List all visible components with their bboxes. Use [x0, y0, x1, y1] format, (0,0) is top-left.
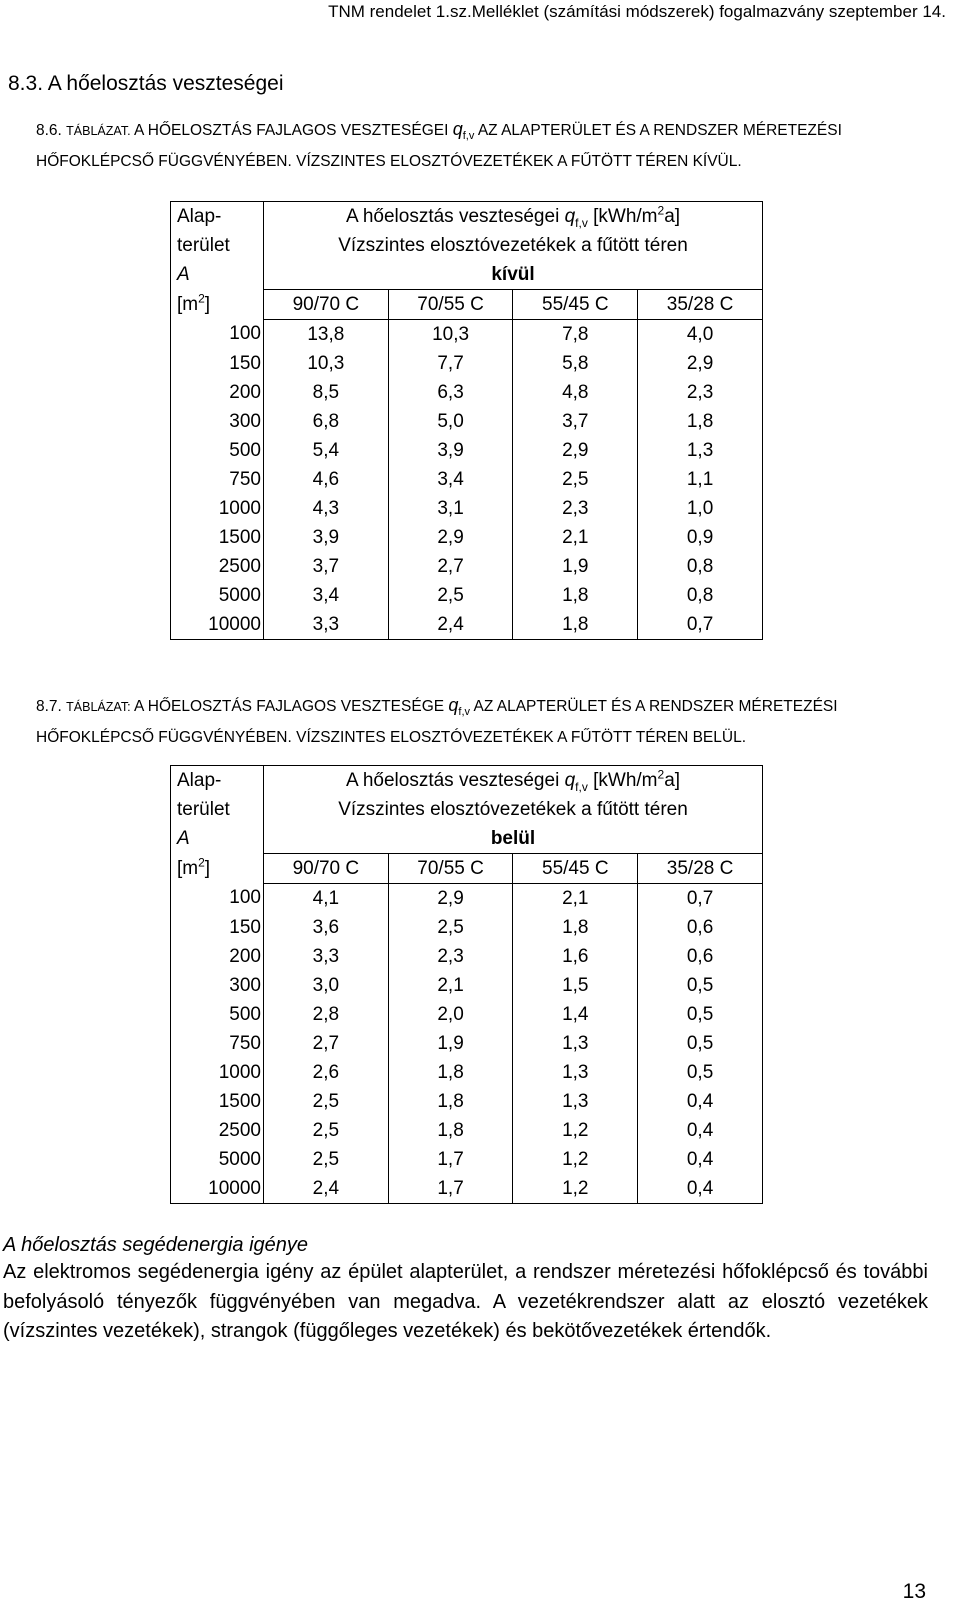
table2-value-cell: 1,5 [513, 971, 638, 1000]
table-row [171, 1174, 763, 1204]
table2-col-head-cell [171, 824, 264, 854]
table2-area-cell: 100 [171, 884, 264, 914]
table1-main-head-line2: Vízszintes elosztóvezetékek a fűtött téren [264, 231, 763, 260]
table2-col-head-cell [171, 854, 264, 884]
table2-value-cell: 0,4 [638, 1145, 763, 1174]
table1-value-cell: 5,8 [513, 349, 638, 378]
table-row [171, 1029, 763, 1058]
table1-col-head-cell [171, 260, 264, 290]
table1-area-cell: 2500 [171, 552, 264, 581]
table2 [170, 765, 763, 1204]
table2-value-cell: 3,6 [264, 913, 389, 942]
table1-value-cell: 3,3 [264, 610, 389, 640]
table1-value-cell: 2,4 [388, 610, 513, 640]
table2-caption [36, 692, 946, 751]
table-row [171, 610, 763, 640]
table-row [171, 1000, 763, 1029]
table2-value-cell: 0,6 [638, 942, 763, 971]
table1-col-head-text: Alap- [177, 205, 222, 227]
table1-value-cell: 5,0 [388, 407, 513, 436]
table1-value-cell: 2,5 [513, 465, 638, 494]
table1-value-cell: 7,8 [513, 320, 638, 350]
table2-value-cell: 0,7 [638, 884, 763, 914]
table-row [171, 436, 763, 465]
table2-value-cell: 2,6 [264, 1058, 389, 1087]
table1-value-cell: 2,9 [388, 523, 513, 552]
table1-value-cell: 8,5 [264, 378, 389, 407]
table2-value-cell: 1,3 [513, 1087, 638, 1116]
table2-value-cell: 0,5 [638, 1058, 763, 1087]
table-row [171, 1145, 763, 1174]
table1-main-head-line1 [264, 202, 763, 232]
table1-value-cell: 10,3 [264, 349, 389, 378]
table2-main-head-unit-sup: 2 [657, 767, 665, 782]
table2-value-cell: 3,3 [264, 942, 389, 971]
table1-caption-text-b: AZ ALAPTERÜLET ÉS A RENDSZER MÉRETEZÉSI HŐFOKLÉPCSŐ FÜGGVÉNYÉBEN. VÍZSZINTES ELOSZTÓVEZETÉKEK A FŰTÖTT TÉREN KÍVÜL. [36, 122, 842, 171]
table2-caption-text-b: AZ ALAPTERÜLET ÉS A RENDSZER MÉRETEZÉSI HŐFOKLÉPCSŐ FÜGGVÉNYÉBEN. VÍZSZINTES ELOSZTÓVEZETÉKEK A FŰTÖTT TÉREN BELÜL. [36, 698, 838, 747]
table1-value-cell: 13,8 [264, 320, 389, 350]
table2-caption-symbol-sub: f,v [458, 706, 471, 719]
body-title: A hőelosztás segédenergia igénye [3, 1234, 309, 1256]
table1-caption-symbol: q [452, 119, 463, 139]
table-row [171, 494, 763, 523]
table1-area-cell: 5000 [171, 581, 264, 610]
table2-temp-head: 55/45 C [513, 854, 638, 884]
table1-col-head-unit-end: ] [204, 293, 211, 315]
table1 [170, 201, 763, 640]
table2-col-head-text: terület [177, 798, 230, 820]
table1-area-cell: 750 [171, 465, 264, 494]
table2-main-head-symbol: q [564, 769, 576, 791]
table1-caption-word: TÁBLÁZAT. [66, 124, 131, 138]
table1-value-cell: 3,4 [264, 581, 389, 610]
table1-col-head-unit: [m [177, 293, 199, 315]
table1-value-cell: 4,0 [638, 320, 763, 350]
table2-main-head-line2: Vízszintes elosztóvezetékek a fűtött téren [264, 795, 763, 824]
table2-value-cell: 1,2 [513, 1116, 638, 1145]
table2-value-cell: 2,3 [388, 942, 513, 971]
table2-area-cell: 750 [171, 1029, 264, 1058]
table2-value-cell: 0,5 [638, 971, 763, 1000]
table1-header-row [171, 260, 763, 290]
table1-value-cell: 0,8 [638, 581, 763, 610]
table2-value-cell: 1,7 [388, 1174, 513, 1204]
table1-main-head-unit-end: a] [664, 205, 681, 227]
table1-value-cell: 1,8 [513, 581, 638, 610]
table-row [171, 971, 763, 1000]
table1-value-cell: 1,9 [513, 552, 638, 581]
table-row [171, 1087, 763, 1116]
table1-value-cell: 1,8 [513, 610, 638, 640]
table-row [171, 349, 763, 378]
table1-area-cell: 200 [171, 378, 264, 407]
table2-value-cell: 2,9 [388, 884, 513, 914]
table2-main-head-text: A hőelosztás veszteségei [345, 769, 560, 791]
table2-main-head-unit: [kWh/m [593, 769, 658, 791]
table1-main-head-text: A hőelosztás veszteségei [345, 205, 560, 227]
table1-value-cell: 3,7 [513, 407, 638, 436]
table2-value-cell: 2,5 [264, 1116, 389, 1145]
table1-value-cell: 3,4 [388, 465, 513, 494]
table2-caption-word: TÁBLÁZAT: [66, 700, 131, 714]
table-row [171, 465, 763, 494]
table2-caption-text-a: A HŐELOSZTÁS FAJLAGOS VESZTESÉGE [134, 698, 445, 715]
table1-col-head-text: A [177, 263, 190, 285]
table1-col-head-text: terület [177, 234, 230, 256]
table2-caption-symbol: q [448, 695, 459, 715]
table2-value-cell: 2,1 [388, 971, 513, 1000]
body-paragraph: Az elektromos segédenergia igény az épület alapterület, a rendszer méretezési hőfoklépcső és további befolyásoló tényezők függvényében van megadva. A vezetékrendszer alatt az elosztó vezetékek (vízszintes vezetékek), strangok (függőleges vezetékek) és bekötővezetékek értendők. [3, 1261, 928, 1342]
table2-value-cell: 2,5 [264, 1087, 389, 1116]
table-row [171, 378, 763, 407]
table2-value-cell: 0,5 [638, 1029, 763, 1058]
table2-col-head-unit-end: ] [204, 857, 211, 879]
table2-col-head-cell [171, 766, 264, 796]
table1-area-cell: 300 [171, 407, 264, 436]
table-row [171, 1058, 763, 1087]
table2-caption-number: 8.7. [36, 698, 62, 715]
table1-value-cell: 6,8 [264, 407, 389, 436]
table2-col-head-text: A [177, 827, 190, 849]
table2-main-head-line1 [264, 766, 763, 796]
table2-value-cell: 1,8 [388, 1087, 513, 1116]
table2-header-row [171, 766, 763, 796]
table1-value-cell: 1,1 [638, 465, 763, 494]
table2-value-cell: 4,1 [264, 884, 389, 914]
table2-value-cell: 3,0 [264, 971, 389, 1000]
table2-col-head-cell [171, 795, 264, 824]
table1-area-cell: 10000 [171, 610, 264, 640]
table-row [171, 581, 763, 610]
table2-value-cell: 2,4 [264, 1174, 389, 1204]
table2-area-cell: 1500 [171, 1087, 264, 1116]
table2-area-cell: 2500 [171, 1116, 264, 1145]
table2-value-cell: 2,5 [264, 1145, 389, 1174]
table1-area-cell: 500 [171, 436, 264, 465]
table-row [171, 320, 763, 350]
table2-value-cell: 1,9 [388, 1029, 513, 1058]
table2-value-cell: 2,8 [264, 1000, 389, 1029]
table2-area-cell: 150 [171, 913, 264, 942]
table2-value-cell: 1,2 [513, 1174, 638, 1204]
table2-value-cell: 0,5 [638, 1000, 763, 1029]
table1-value-cell: 5,4 [264, 436, 389, 465]
table2-area-cell: 10000 [171, 1174, 264, 1204]
table1-value-cell: 4,8 [513, 378, 638, 407]
page-number: 13 [902, 1580, 926, 1603]
table2-value-cell: 0,4 [638, 1174, 763, 1204]
table2-header-row [171, 854, 763, 884]
table2-col-head-unit-sup: 2 [198, 855, 205, 870]
table1-area-cell: 150 [171, 349, 264, 378]
table-row [171, 1116, 763, 1145]
table2-main-head-symbol-sub: f,v [575, 779, 588, 794]
table1-main-head-symbol: q [564, 205, 576, 227]
table1-main-head-unit: [kWh/m [593, 205, 658, 227]
table1-value-cell: 2,3 [513, 494, 638, 523]
table1-value-cell: 2,3 [638, 378, 763, 407]
table2-value-cell: 1,4 [513, 1000, 638, 1029]
table1-temp-head: 35/28 C [638, 290, 763, 320]
table1-col-head-cell [171, 202, 264, 232]
table1-value-cell: 3,7 [264, 552, 389, 581]
table2-value-cell: 2,0 [388, 1000, 513, 1029]
table1-value-cell: 10,3 [388, 320, 513, 350]
table1-area-cell: 1500 [171, 523, 264, 552]
table2-temp-head: 70/55 C [388, 854, 513, 884]
table1-caption-symbol-sub: f,v [462, 130, 475, 143]
table1-value-cell: 4,6 [264, 465, 389, 494]
table1-value-cell: 0,7 [638, 610, 763, 640]
table1-value-cell: 3,9 [388, 436, 513, 465]
table2-value-cell: 1,6 [513, 942, 638, 971]
table-row [171, 407, 763, 436]
table-row [171, 884, 763, 914]
table1-temp-head: 55/45 C [513, 290, 638, 320]
table1-value-cell: 2,1 [513, 523, 638, 552]
table-row [171, 942, 763, 971]
table1-temp-head: 70/55 C [388, 290, 513, 320]
table2-value-cell: 0,4 [638, 1087, 763, 1116]
table1-area-cell: 1000 [171, 494, 264, 523]
table1-value-cell: 2,9 [638, 349, 763, 378]
table2-value-cell: 1,3 [513, 1058, 638, 1087]
table1-value-cell: 1,0 [638, 494, 763, 523]
table2-temp-head: 90/70 C [264, 854, 389, 884]
table1-temp-head: 90/70 C [264, 290, 389, 320]
table2-main-head-line3: belül [264, 824, 763, 854]
table1-value-cell: 0,8 [638, 552, 763, 581]
table1-value-cell: 1,3 [638, 436, 763, 465]
table2-value-cell: 1,3 [513, 1029, 638, 1058]
table1-col-head-cell [171, 290, 264, 320]
table1-main-head-unit-sup: 2 [657, 203, 665, 218]
table1-value-cell: 1,8 [638, 407, 763, 436]
table2-col-head-text: Alap- [177, 769, 222, 791]
table2-area-cell: 200 [171, 942, 264, 971]
table1-value-cell: 2,7 [388, 552, 513, 581]
table1-header-row [171, 231, 763, 260]
table2-value-cell: 1,2 [513, 1145, 638, 1174]
table1-caption [36, 116, 946, 175]
table2-value-cell: 1,8 [388, 1116, 513, 1145]
section-title: 8.3. A hőelosztás veszteségei [8, 72, 284, 95]
table2-area-cell: 300 [171, 971, 264, 1000]
table1-value-cell: 6,3 [388, 378, 513, 407]
table1-main-head-line3: kívül [264, 260, 763, 290]
table1-header-row [171, 290, 763, 320]
table2-area-cell: 5000 [171, 1145, 264, 1174]
table2-main-head-unit-end: a] [664, 769, 681, 791]
table1-area-cell: 100 [171, 320, 264, 350]
table1-main-head-symbol-sub: f,v [575, 215, 588, 230]
table1-value-cell: 3,9 [264, 523, 389, 552]
table2-col-head-unit: [m [177, 857, 199, 879]
table2-value-cell: 1,8 [388, 1058, 513, 1087]
table-row [171, 913, 763, 942]
table2-value-cell: 2,7 [264, 1029, 389, 1058]
table2-value-cell: 0,6 [638, 913, 763, 942]
table1-value-cell: 4,3 [264, 494, 389, 523]
table2-area-cell: 500 [171, 1000, 264, 1029]
table2-value-cell: 1,7 [388, 1145, 513, 1174]
table-row [171, 552, 763, 581]
table1-value-cell: 2,9 [513, 436, 638, 465]
table1-caption-number: 8.6. [36, 122, 62, 139]
table2-value-cell: 1,8 [513, 913, 638, 942]
page-header: TNM rendelet 1.sz.Melléklet (számítási módszerek) fogalmazvány szeptember 14. [328, 2, 946, 21]
table-row [171, 523, 763, 552]
table2-area-cell: 1000 [171, 1058, 264, 1087]
table2-header-row [171, 795, 763, 824]
table1-value-cell: 2,5 [388, 581, 513, 610]
table1-col-head-unit-sup: 2 [198, 291, 205, 306]
table2-value-cell: 2,1 [513, 884, 638, 914]
table1-caption-text-a: A HŐELOSZTÁS FAJLAGOS VESZTESÉGEI [134, 122, 449, 139]
table1-value-cell: 0,9 [638, 523, 763, 552]
table1-header-row [171, 202, 763, 232]
table2-temp-head: 35/28 C [638, 854, 763, 884]
table1-value-cell: 3,1 [388, 494, 513, 523]
table2-value-cell: 2,5 [388, 913, 513, 942]
table2-header-row [171, 824, 763, 854]
table2-value-cell: 0,4 [638, 1116, 763, 1145]
table1-value-cell: 7,7 [388, 349, 513, 378]
table1-col-head-cell [171, 231, 264, 260]
